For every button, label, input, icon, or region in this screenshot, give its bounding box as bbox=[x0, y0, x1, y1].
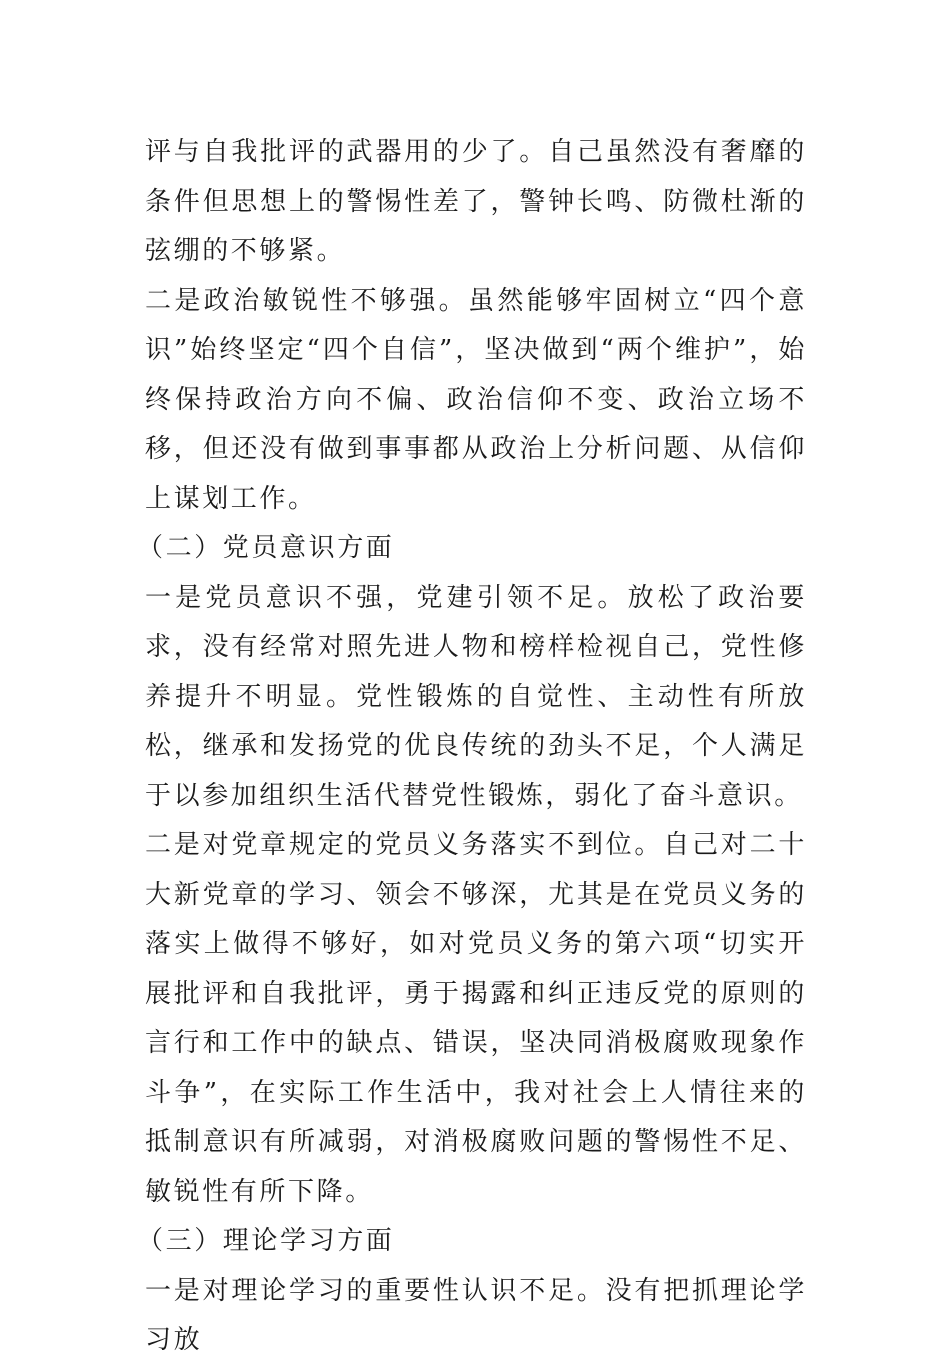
section-heading-theory-study: （三）理论学习方面 bbox=[137, 1226, 395, 1256]
paragraph-theory-study: 一是对理论学习的重要性认识不足。没有把抓理论学习放 bbox=[145, 1275, 807, 1355]
paragraph-party-awareness: 一是党员意识不强，党建引领不足。放松了政治要求，没有经常对照先进人物和榜样检视自己，党性修养提升不明显。党性锻炼的自觉性、主动性有所放松，继承和发扬党的优良传统的劲头不足，个人满足于以参加组织生活代替党性锻炼，弱化了奋斗意识。 bbox=[145, 582, 807, 811]
document-body bbox=[137, 128, 807, 1366]
paragraph-party-constitution-duties: 二是对党章规定的党员义务落实不到位。自己对二十大新党章的学习、领会不够深，尤其是在党员义务的落实上做得不够好，如对党员义务的第六项“切实开展批评和自我批评，勇于揭露和纠正违反党的原则的言行和工作中的缺点、错误，坚决同消极腐败现象作斗争”，在实际工作生活中，我对社会上人情往来的抵制意识有所减弱，对消极腐败问题的警惕性不足、敏锐性有所下降。 bbox=[145, 830, 807, 1207]
paragraph-political-sensitivity: 二是政治敏锐性不够强。虽然能够牢固树立“四个意识”始终坚定“四个自信”，坚决做到“两个维护”，始终保持政治方向不偏、政治信仰不变、政治立场不移，但还没有做到事事都从政治上分析问题、从信仰上谋划工作。 bbox=[145, 285, 807, 514]
section-heading-party-awareness: （二）党员意识方面 bbox=[137, 533, 395, 563]
paragraph-self-criticism: 评与自我批评的武器用的少了。自己虽然没有奢靡的条件但思想上的警惕性差了，警钟长鸣、防微杜渐的弦绷的不够紧。 bbox=[145, 137, 807, 266]
